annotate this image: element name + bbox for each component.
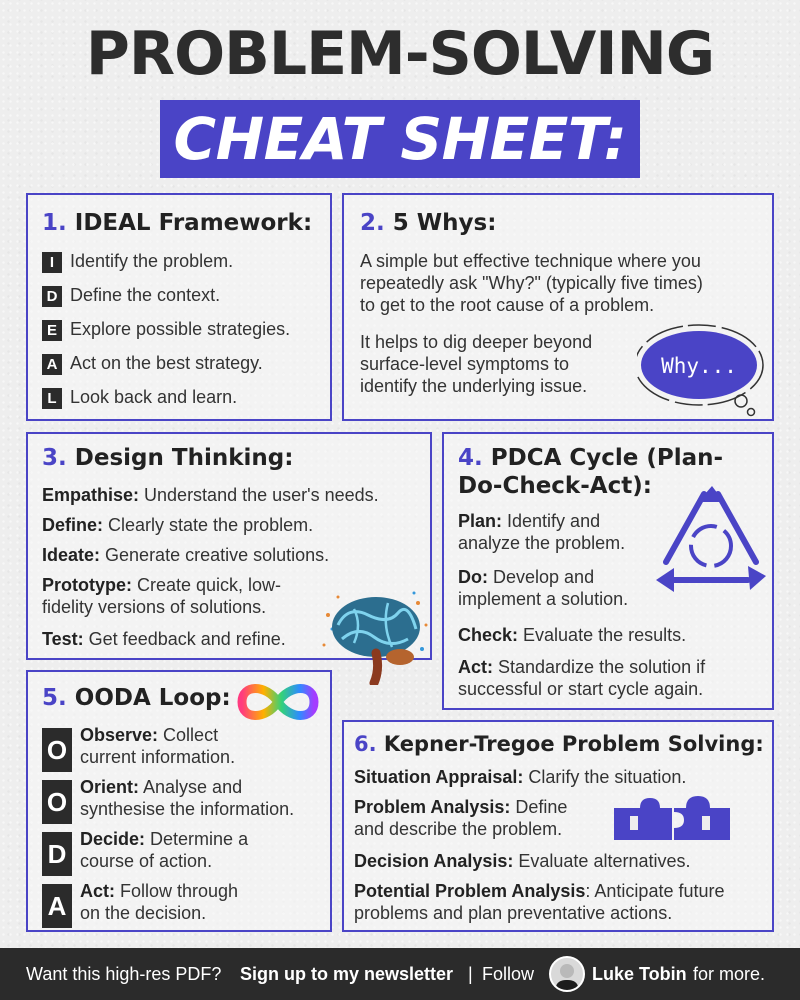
brain-icon (318, 585, 433, 685)
ideal-item: E Explore possible strategies. (42, 318, 290, 341)
design-item: Empathise: Understand the user's needs. (42, 485, 379, 505)
pdca-item: Plan: Identify and analyze the problem. (458, 511, 626, 553)
ooda-letter: O (42, 728, 72, 772)
ooda-letter: D (42, 832, 72, 876)
ooda-letter: O (42, 780, 72, 824)
ideal-item: A Act on the best strategy. (42, 352, 263, 375)
kepner-item: Decision Analysis: Evaluate alternatives. (354, 851, 691, 871)
avatar-icon (551, 958, 585, 992)
design-item: Test: Get feedback and refine. (42, 629, 286, 649)
infinity-icon (232, 678, 324, 726)
ideal-item: D Define the context. (42, 284, 220, 307)
ooda-title: 5. OODA Loop: (42, 685, 231, 711)
kepner-tregoe-card (342, 720, 774, 932)
design-item: Ideate: Generate creative solutions. (42, 545, 330, 565)
thought-bubble-icon (637, 323, 767, 418)
newsletter-link[interactable]: Sign up to my newsletter (240, 964, 454, 984)
cycle-icon (652, 484, 770, 594)
ideal-card (26, 193, 332, 421)
pdca-title: 4. PDCA Cycle (Plan- Do-Check-Act): (458, 445, 724, 499)
ideal-item: L Look back and learn. (42, 386, 237, 409)
bubble-text: Why... (661, 354, 737, 378)
five-whys-description: A simple but effective technique where you repeatedly ask "Why?" (typically five times) to get to the root cause of a problem. (360, 251, 703, 315)
ooda-item: Act: Follow through on the decision. (80, 881, 239, 923)
design-item: Define: Clearly state the problem. (42, 515, 314, 535)
page-subtitle-banner: CHEAT SHEET: (160, 100, 640, 178)
pdca-card (442, 432, 774, 710)
kepner-item: Potential Problem Analysis: Anticipate future problems and plan preventative actions. (354, 881, 725, 923)
pdca-item: Do: Develop and implement a solution. (458, 567, 629, 609)
kepner-item: Problem Analysis: Define and describe the problem. (354, 797, 568, 839)
ooda-item: Observe: Collect current information. (80, 725, 236, 767)
footer-bar (0, 948, 800, 1000)
pdca-item: Check: Evaluate the results. (458, 625, 687, 645)
footer-separator: | (468, 964, 473, 984)
kepner-item: Situation Appraisal: Clarify the situation. (354, 767, 687, 787)
ooda-letter: A (42, 884, 72, 928)
footer-suffix: for more. (693, 964, 766, 984)
page-title: PROBLEM-SOLVING (85, 19, 715, 89)
avatar[interactable] (549, 956, 585, 992)
five-whys-card (342, 193, 774, 421)
ideal-item: I Identify the problem. (42, 250, 233, 273)
ooda-item: Orient: Analyse and synthesise the information. (80, 777, 295, 819)
puzzle-icon (610, 790, 734, 846)
five-whys-benefit: It helps to dig deeper beyond surface-level symptoms to identify the underlying issue. (360, 332, 593, 396)
author-name[interactable]: Luke Tobin (592, 964, 687, 984)
ooda-card (26, 670, 332, 932)
design-item: Prototype: Create quick, low- fidelity versions of solutions. (42, 575, 282, 617)
pdca-item: Act: Standardize the solution if successful or start cycle again. (458, 657, 706, 699)
ooda-item: Decide: Determine a course of action. (80, 829, 249, 871)
kepner-tregoe-title: 6. Kepner-Tregoe Problem Solving: (354, 732, 764, 756)
design-thinking-title: 3. Design Thinking: (42, 445, 294, 471)
footer-follow: Follow (482, 964, 535, 984)
five-whys-title: 2. 5 Whys: (360, 210, 497, 236)
ideal-title: 1. IDEAL Framework: (42, 210, 313, 236)
footer-text: Want this high-res PDF? (26, 964, 222, 984)
